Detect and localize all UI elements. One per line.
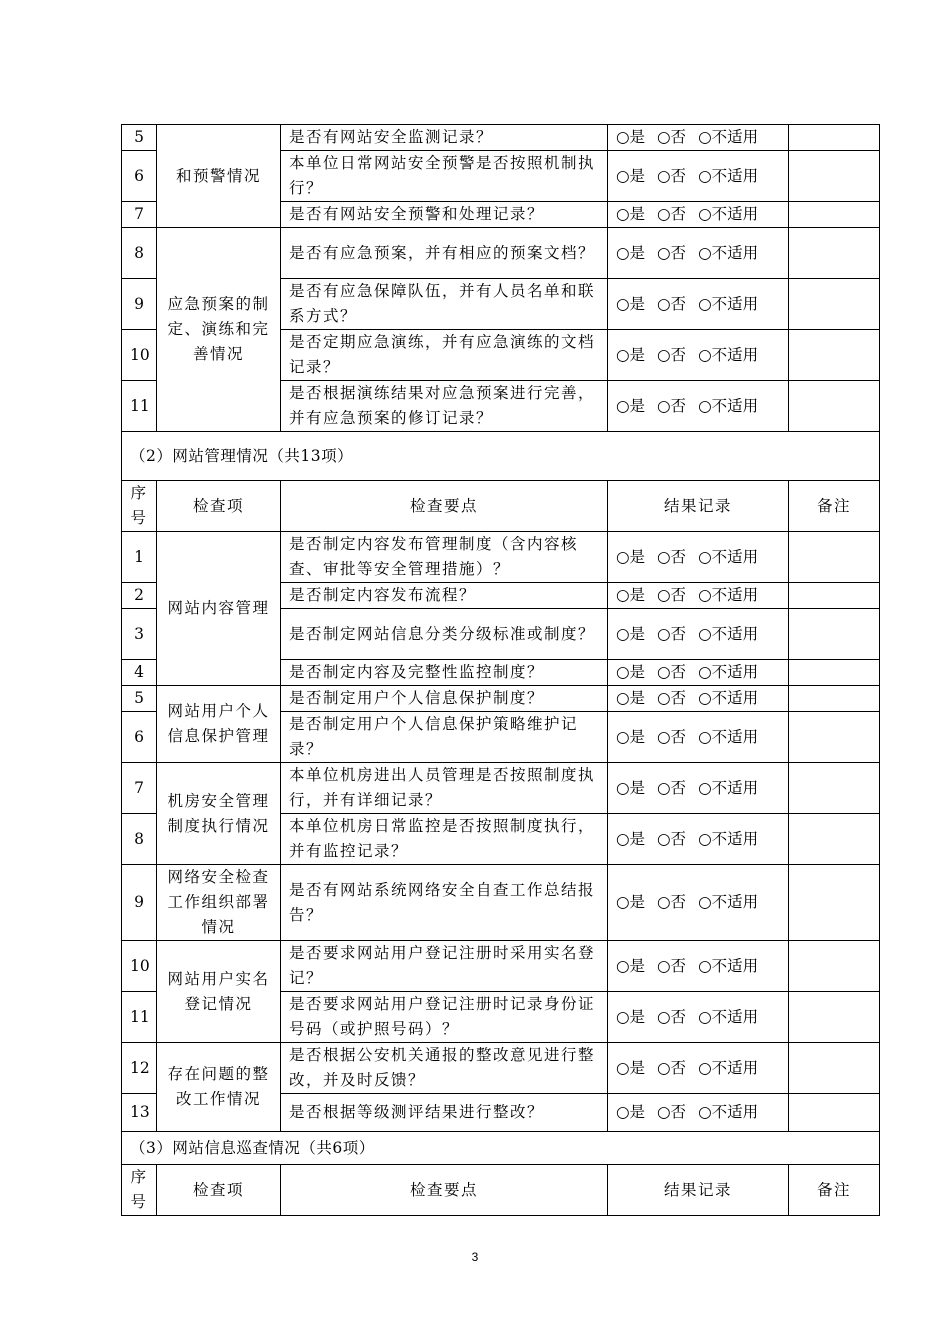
header-num: 序号 [122, 481, 157, 532]
option-yes[interactable]: ○是 [616, 1103, 646, 1121]
row-number: 11 [122, 992, 157, 1043]
row-number: 1 [122, 532, 157, 583]
check-point: 是否制定用户个人信息保护策略维护记录？ [281, 712, 608, 763]
option-no[interactable]: ○否 [657, 624, 687, 643]
check-point: 是否制定内容及完整性监控制度？ [281, 660, 608, 686]
check-point: 是否有应急预案，并有相应的预案文档？ [281, 228, 608, 279]
note-cell [789, 228, 880, 279]
table-row [122, 125, 880, 151]
option-yes[interactable]: ○是 [616, 624, 646, 643]
row-number: 7 [122, 763, 157, 814]
header-row [122, 481, 880, 532]
note-cell [789, 532, 880, 583]
result-options [608, 151, 789, 202]
section-heading-row [122, 432, 880, 481]
result-options [608, 814, 789, 865]
result-options [608, 609, 789, 660]
page-number: 3 [471, 1250, 479, 1264]
note-cell [789, 330, 880, 381]
option-na[interactable]: ○不适用 [698, 586, 759, 604]
option-na[interactable]: ○不适用 [698, 624, 759, 643]
check-point: 是否有网站安全预警和处理记录？ [281, 202, 608, 228]
row-number: 12 [122, 1043, 157, 1094]
row-number: 9 [122, 865, 157, 941]
result-options [608, 202, 789, 228]
category-cell: 和预警情况 [157, 125, 281, 228]
section-heading-row [122, 1132, 880, 1165]
option-yes[interactable]: ○是 [616, 1058, 646, 1077]
option-no[interactable]: ○否 [657, 396, 687, 415]
header-result: 结果记录 [608, 481, 789, 532]
check-point: 是否有应急保障队伍，并有人员名单和联系方式？ [281, 279, 608, 330]
check-point: 是否有网站安全监测记录？ [281, 125, 608, 151]
header-result: 结果记录 [608, 1165, 789, 1216]
table-row [122, 865, 880, 941]
note-cell [789, 763, 880, 814]
option-yes[interactable]: ○是 [616, 663, 646, 681]
check-point: 本单位机房日常监控是否按照制度执行，并有监控记录？ [281, 814, 608, 865]
option-no[interactable]: ○否 [657, 128, 687, 146]
row-number: 5 [122, 686, 157, 712]
result-options [608, 686, 789, 712]
header-num: 序号 [122, 1165, 157, 1216]
note-cell [789, 686, 880, 712]
option-yes[interactable]: ○是 [616, 128, 646, 146]
check-point: 本单位日常网站安全预警是否按照机制执行？ [281, 151, 608, 202]
check-point: 是否定期应急演练，并有应急演练的文档记录？ [281, 330, 608, 381]
header-item: 检查项 [157, 481, 281, 532]
option-na[interactable]: ○不适用 [698, 956, 759, 975]
option-na[interactable]: ○不适用 [698, 1103, 759, 1121]
check-point: 是否要求网站用户登记注册时记录身份证号码（或护照号码）？ [281, 992, 608, 1043]
result-options [608, 660, 789, 686]
header-point: 检查要点 [281, 1165, 608, 1216]
note-cell [789, 151, 880, 202]
result-options [608, 532, 789, 583]
note-cell [789, 814, 880, 865]
category-cell: 网站内容管理 [157, 532, 281, 686]
table-row [122, 941, 880, 992]
option-yes[interactable]: ○是 [616, 166, 646, 185]
option-yes[interactable]: ○是 [616, 243, 646, 262]
table-row [122, 763, 880, 814]
category-cell: 网站用户实名登记情况 [157, 941, 281, 1043]
option-yes[interactable]: ○是 [616, 586, 646, 604]
option-no[interactable]: ○否 [657, 727, 687, 746]
check-point: 是否制定网站信息分类分级标准或制度？ [281, 609, 608, 660]
option-yes[interactable]: ○是 [616, 956, 646, 975]
category-cell: 网站用户个人信息保护管理 [157, 686, 281, 763]
note-cell [789, 1043, 880, 1094]
category-cell: 机房安全管理制度执行情况 [157, 763, 281, 865]
row-number: 10 [122, 330, 157, 381]
header-row [122, 1165, 880, 1216]
header-point: 检查要点 [281, 481, 608, 532]
check-point: 是否根据等级测评结果进行整改？ [281, 1094, 608, 1132]
result-options [608, 1043, 789, 1094]
check-point: 是否根据公安机关通报的整改意见进行整改，并及时反馈？ [281, 1043, 608, 1094]
note-cell [789, 1094, 880, 1132]
option-na[interactable]: ○不适用 [698, 663, 759, 681]
category-cell: 应急预案的制定、演练和完善情况 [157, 228, 281, 432]
option-na[interactable]: ○不适用 [698, 345, 759, 364]
option-no[interactable]: ○否 [657, 166, 687, 185]
row-number: 4 [122, 660, 157, 686]
option-no[interactable]: ○否 [657, 689, 687, 707]
option-na[interactable]: ○不适用 [698, 166, 759, 185]
result-options [608, 865, 789, 941]
row-number: 6 [122, 151, 157, 202]
header-note: 备注 [789, 481, 880, 532]
option-na[interactable]: ○不适用 [698, 128, 759, 146]
option-na[interactable]: ○不适用 [698, 396, 759, 415]
option-no[interactable]: ○否 [657, 1058, 687, 1077]
table-row [122, 1043, 880, 1094]
option-yes[interactable]: ○是 [616, 778, 646, 797]
row-number: 11 [122, 381, 157, 432]
note-cell [789, 941, 880, 992]
option-na[interactable]: ○不适用 [698, 778, 759, 797]
check-point: 本单位机房进出人员管理是否按照制度执行，并有详细记录？ [281, 763, 608, 814]
header-note: 备注 [789, 1165, 880, 1216]
row-number: 8 [122, 228, 157, 279]
option-yes[interactable]: ○是 [616, 1007, 646, 1026]
row-number: 3 [122, 609, 157, 660]
section-title: （3）网站信息巡查情况（共6项） [122, 1132, 880, 1165]
note-cell [789, 583, 880, 609]
row-number: 9 [122, 279, 157, 330]
note-cell [789, 279, 880, 330]
check-point: 是否有网站系统网络安全自查工作总结报告？ [281, 865, 608, 941]
option-yes[interactable]: ○是 [616, 345, 646, 364]
result-options [608, 228, 789, 279]
result-options [608, 279, 789, 330]
result-options [608, 941, 789, 992]
result-options [608, 330, 789, 381]
result-options [608, 712, 789, 763]
option-na[interactable]: ○不适用 [698, 205, 759, 223]
option-no[interactable]: ○否 [657, 345, 687, 364]
table-row [122, 686, 880, 712]
note-cell [789, 609, 880, 660]
check-point: 是否制定用户个人信息保护制度？ [281, 686, 608, 712]
option-yes[interactable]: ○是 [616, 294, 646, 313]
category-cell: 存在问题的整改工作情况 [157, 1043, 281, 1132]
option-na[interactable]: ○不适用 [698, 893, 759, 911]
note-cell [789, 660, 880, 686]
category-cell: 网络安全检查工作组织部署情况 [157, 865, 281, 941]
option-yes[interactable]: ○是 [616, 547, 646, 566]
option-na[interactable]: ○不适用 [698, 829, 759, 848]
result-options [608, 763, 789, 814]
check-point: 是否要求网站用户登记注册时采用实名登记？ [281, 941, 608, 992]
option-yes[interactable]: ○是 [616, 205, 646, 223]
result-options [608, 381, 789, 432]
option-no[interactable]: ○否 [657, 1103, 687, 1121]
option-na[interactable]: ○不适用 [698, 294, 759, 313]
inspection-table [121, 124, 880, 1216]
row-number: 2 [122, 583, 157, 609]
option-no[interactable]: ○否 [657, 243, 687, 262]
row-number: 8 [122, 814, 157, 865]
note-cell [789, 992, 880, 1043]
option-no[interactable]: ○否 [657, 778, 687, 797]
option-no[interactable]: ○否 [657, 205, 687, 223]
option-na[interactable]: ○不适用 [698, 1058, 759, 1077]
check-point: 是否制定内容发布流程？ [281, 583, 608, 609]
option-no[interactable]: ○否 [657, 663, 687, 681]
table-row [122, 532, 880, 583]
section-title: （2）网站管理情况（共13项） [122, 432, 880, 481]
option-no[interactable]: ○否 [657, 956, 687, 975]
option-yes[interactable]: ○是 [616, 727, 646, 746]
option-no[interactable]: ○否 [657, 893, 687, 911]
row-number: 5 [122, 125, 157, 151]
note-cell [789, 865, 880, 941]
result-options [608, 583, 789, 609]
option-yes[interactable]: ○是 [616, 829, 646, 848]
check-point: 是否根据演练结果对应急预案进行完善，并有应急预案的修订记录？ [281, 381, 608, 432]
option-no[interactable]: ○否 [657, 829, 687, 848]
option-no[interactable]: ○否 [657, 547, 687, 566]
option-yes[interactable]: ○是 [616, 396, 646, 415]
option-no[interactable]: ○否 [657, 586, 687, 604]
note-cell [789, 381, 880, 432]
row-number: 7 [122, 202, 157, 228]
option-no[interactable]: ○否 [657, 1007, 687, 1026]
check-point: 是否制定内容发布管理制度（含内容核查、审批等安全管理措施）？ [281, 532, 608, 583]
table-row [122, 228, 880, 279]
row-number: 6 [122, 712, 157, 763]
note-cell [789, 202, 880, 228]
option-no[interactable]: ○否 [657, 294, 687, 313]
result-options [608, 1094, 789, 1132]
result-options [608, 992, 789, 1043]
option-na[interactable]: ○不适用 [698, 547, 759, 566]
header-item: 检查项 [157, 1165, 281, 1216]
note-cell [789, 125, 880, 151]
option-yes[interactable]: ○是 [616, 893, 646, 911]
option-yes[interactable]: ○是 [616, 689, 646, 707]
note-cell [789, 712, 880, 763]
row-number: 13 [122, 1094, 157, 1132]
option-na[interactable]: ○不适用 [698, 243, 759, 262]
option-na[interactable]: ○不适用 [698, 689, 759, 707]
option-na[interactable]: ○不适用 [698, 1007, 759, 1026]
option-na[interactable]: ○不适用 [698, 727, 759, 746]
row-number: 10 [122, 941, 157, 992]
result-options [608, 125, 789, 151]
